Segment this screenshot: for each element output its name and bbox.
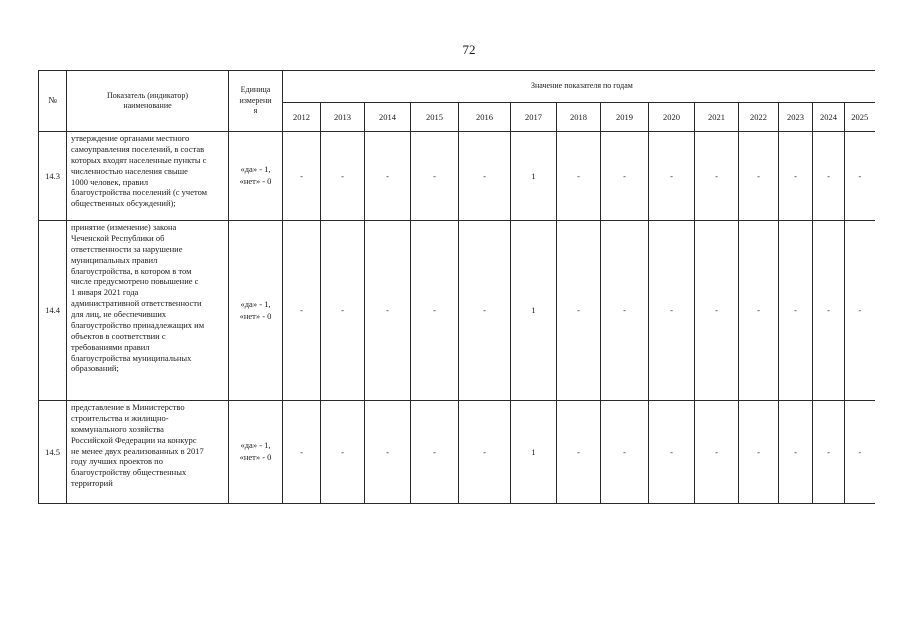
value-cell: - (779, 401, 813, 504)
unit-cell: «да» - 1, «нет» - 0 (229, 132, 283, 221)
value-cell: - (411, 401, 459, 504)
value-cell: - (365, 132, 411, 221)
unit-cell: «да» - 1, «нет» - 0 (229, 401, 283, 504)
row-number: 14.4 (39, 221, 67, 401)
value-cell: - (649, 132, 695, 221)
header-unit: Единица измерени я (229, 71, 283, 132)
value-cell: - (601, 401, 649, 504)
header-indicator-name: Показатель (индикатор) наименование (67, 71, 229, 132)
indicator-description: утверждение органами местного самоуправления поселений, в состав которых входят населенные пункты с численностью населения свыше 1000 человек, правил благоустройства поселений (с учетом общественных обсуждений); (67, 132, 229, 221)
year-header: 2025 (845, 103, 875, 132)
value-cell: 1 (511, 132, 557, 221)
value-cell: - (739, 132, 779, 221)
value-cell: - (557, 132, 601, 221)
value-cell: - (695, 221, 739, 401)
row-number: 14.5 (39, 401, 67, 504)
value-cell: - (365, 401, 411, 504)
value-cell: - (779, 132, 813, 221)
year-header: 2015 (411, 103, 459, 132)
unit-cell: «да» - 1, «нет» - 0 (229, 221, 283, 401)
page-number: 72 (462, 42, 476, 57)
year-header: 2016 (459, 103, 511, 132)
value-cell: - (649, 221, 695, 401)
value-cell: - (845, 401, 875, 504)
year-header: 2024 (813, 103, 845, 132)
header-values-by-year: Значение показателя по годам (283, 71, 875, 103)
value-cell: - (411, 132, 459, 221)
row-number: 14.3 (39, 132, 67, 221)
value-cell: - (739, 221, 779, 401)
value-cell: - (557, 401, 601, 504)
year-header: 2019 (601, 103, 649, 132)
value-cell: - (283, 401, 321, 504)
header-row-1 (39, 71, 875, 103)
year-header: 2020 (649, 103, 695, 132)
value-cell: 1 (511, 401, 557, 504)
value-cell: - (845, 221, 875, 401)
indicator-description: представление в Министерство строительства и жилищно- коммунального хозяйства Российской Федерации на конкурс не менее двух реализованных в 2017 году лучших проектов по благоустройству общественных территорий (67, 401, 229, 504)
indicator-description: принятие (изменение) закона Чеченской Республики об ответственности за нарушение муниципальных правил благоустройства, в котором в том числе предусмотрено повышение с 1 января 2021 года административной ответственности для лиц, не обеспечивших благоустройство принадлежащих им объектов в соответствии с требованиями правил благоустройства муниципальных образований; (67, 221, 229, 401)
value-cell: - (601, 221, 649, 401)
value-cell: - (321, 132, 365, 221)
value-cell: - (321, 221, 365, 401)
value-cell: - (813, 132, 845, 221)
table-row (39, 401, 875, 504)
value-cell: - (779, 221, 813, 401)
year-header: 2021 (695, 103, 739, 132)
year-header: 2023 (779, 103, 813, 132)
value-cell: - (459, 221, 511, 401)
table-row (39, 132, 875, 221)
value-cell: - (695, 401, 739, 504)
value-cell: - (411, 221, 459, 401)
indicators-table (38, 70, 875, 504)
value-cell: - (283, 221, 321, 401)
value-cell: - (649, 401, 695, 504)
value-cell: - (739, 401, 779, 504)
header-number: № (39, 71, 67, 132)
table-row (39, 221, 875, 401)
value-cell: 1 (511, 221, 557, 401)
value-cell: - (321, 401, 365, 504)
year-header: 2013 (321, 103, 365, 132)
value-cell: - (283, 132, 321, 221)
year-header: 2018 (557, 103, 601, 132)
value-cell: - (813, 401, 845, 504)
year-header: 2014 (365, 103, 411, 132)
value-cell: - (365, 221, 411, 401)
value-cell: - (845, 132, 875, 221)
value-cell: - (813, 221, 845, 401)
value-cell: - (459, 132, 511, 221)
year-header: 2012 (283, 103, 321, 132)
value-cell: - (695, 132, 739, 221)
value-cell: - (557, 221, 601, 401)
value-cell: - (459, 401, 511, 504)
value-cell: - (601, 132, 649, 221)
year-header: 2022 (739, 103, 779, 132)
year-header: 2017 (511, 103, 557, 132)
